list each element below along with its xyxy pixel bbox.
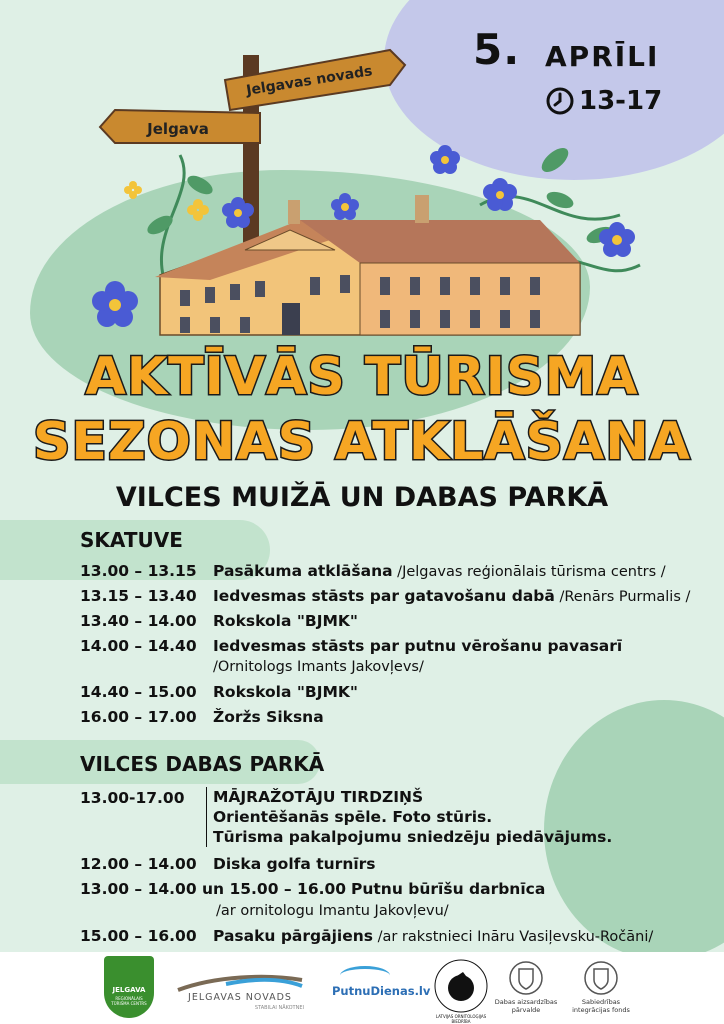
- row-time: 13.00-17.00: [80, 789, 185, 807]
- row-time: 13.00 – 14.00 un 15.00 – 16.00: [80, 880, 347, 898]
- market-line: Orientēšanās spēle. Foto stūris.: [213, 808, 493, 826]
- row-time: 16.00 – 17.00: [80, 708, 197, 726]
- row-time: 14.00 – 14.40: [80, 637, 197, 655]
- section-heading-skatuve: SKATUVE: [80, 528, 183, 552]
- row-time: 12.00 – 14.00: [80, 855, 197, 873]
- schedule-row: [80, 789, 213, 807]
- bird-wing-icon: [340, 966, 390, 985]
- jelgava-tourism-logo: [104, 956, 154, 1018]
- row-subnote: /Ornitologs Imants Jakovļevs/: [213, 659, 424, 675]
- row-note: /Jelgavas reģionālais tūrisma centrs /: [392, 564, 666, 580]
- market-line: Tūrisma pakalpojumu sniedzēju piedāvājums.: [213, 828, 613, 846]
- row-time: 15.00 – 16.00: [80, 927, 197, 945]
- logo-text: JELGAVAS NOVADS: [188, 992, 292, 1003]
- date-month: APRĪLI: [545, 40, 660, 73]
- row-event: Iedvesmas stāsts par putnu vērošanu pavasarī: [213, 637, 623, 655]
- logo-subtext: STABILAI NĀKOTNEI: [254, 1005, 304, 1011]
- manor-building: [155, 195, 580, 335]
- subtitle: VILCES MUIŽĀ UN DABAS PARKĀ: [115, 482, 609, 513]
- row-event: Iedvesmas stāsts par gatavošanu dabā: [213, 587, 555, 605]
- sign-label-jelgava: Jelgava: [147, 120, 209, 138]
- logo-text: Dabas aizsardzības pārvalde: [494, 998, 558, 1014]
- coat-of-arms-icon: [508, 960, 544, 996]
- sign-jelgava: [100, 110, 260, 143]
- coat-of-arms-icon: [583, 960, 619, 996]
- row-note: /Renārs Purmalis /: [554, 589, 691, 605]
- market-line: MĀJRAŽOTĀJU TIRDZIŅŠ: [213, 788, 424, 806]
- title-line-2: SEZONAS ATKLĀŠANA: [32, 412, 691, 472]
- logo-text: LATVIJAS ORNITOLOĢIJAS BIEDRĪBA: [435, 1014, 487, 1024]
- market-lines: [213, 787, 612, 847]
- schedule-row: [80, 612, 358, 630]
- schedule-row: [80, 683, 358, 701]
- logo-text: JELGAVA: [112, 986, 146, 994]
- row-event: Diska golfa turnīrs: [213, 855, 376, 873]
- schedule-row: [80, 587, 690, 605]
- schedule-row: [80, 708, 324, 726]
- row-time: 13.00 – 13.15: [80, 562, 197, 580]
- event-time: 13-17: [579, 86, 663, 116]
- row-event: Žoržs Siksna: [213, 708, 324, 726]
- bird-emblem-icon: [433, 958, 489, 1014]
- logo-subtext: REĢIONĀLAIS TŪRISMA CENTRS: [111, 996, 147, 1006]
- schedule-row: [80, 562, 666, 580]
- row-event: Pasākuma atklāšana: [213, 562, 393, 580]
- schedule-row: [80, 927, 653, 945]
- schedule-row: [80, 880, 545, 898]
- logo-text: PutnuDienas.lv: [332, 984, 431, 998]
- row-event: Putnu būrīšu darbnīca: [351, 880, 546, 898]
- row-time: 13.40 – 14.00: [80, 612, 197, 630]
- row-event: Rokskola "BJMK": [213, 612, 358, 630]
- footer-logos: [0, 952, 724, 1024]
- schedule-row: [80, 855, 376, 873]
- date-day: 5.: [473, 25, 521, 74]
- sign-label-novads: Jelgavas novads: [245, 63, 374, 99]
- section-heading-park: VILCES DABAS PARKĀ: [80, 752, 325, 776]
- manor-door: [282, 303, 300, 335]
- row-note: /ar rakstnieci Ināru Vasiļevsku-Ročāni/: [372, 929, 654, 945]
- schedule-row: [80, 637, 622, 655]
- row-event: Pasaku pārgājiens: [213, 927, 373, 945]
- title-line-1: AKTĪVĀS TŪRISMA: [85, 347, 639, 407]
- row-subnote: /ar ornitologu Imantu Jakovļevu/: [216, 903, 449, 919]
- manor-illustration: [60, 35, 680, 355]
- row-event: Rokskola "BJMK": [213, 683, 358, 701]
- jelgavas-novads-swoosh-icon: [176, 972, 304, 992]
- row-time: 14.40 – 15.00: [80, 683, 197, 701]
- row-time: 13.15 – 13.40: [80, 587, 197, 605]
- bracket-line: [206, 787, 211, 847]
- logo-text: Sabiedrības integrācijas fonds: [572, 998, 630, 1014]
